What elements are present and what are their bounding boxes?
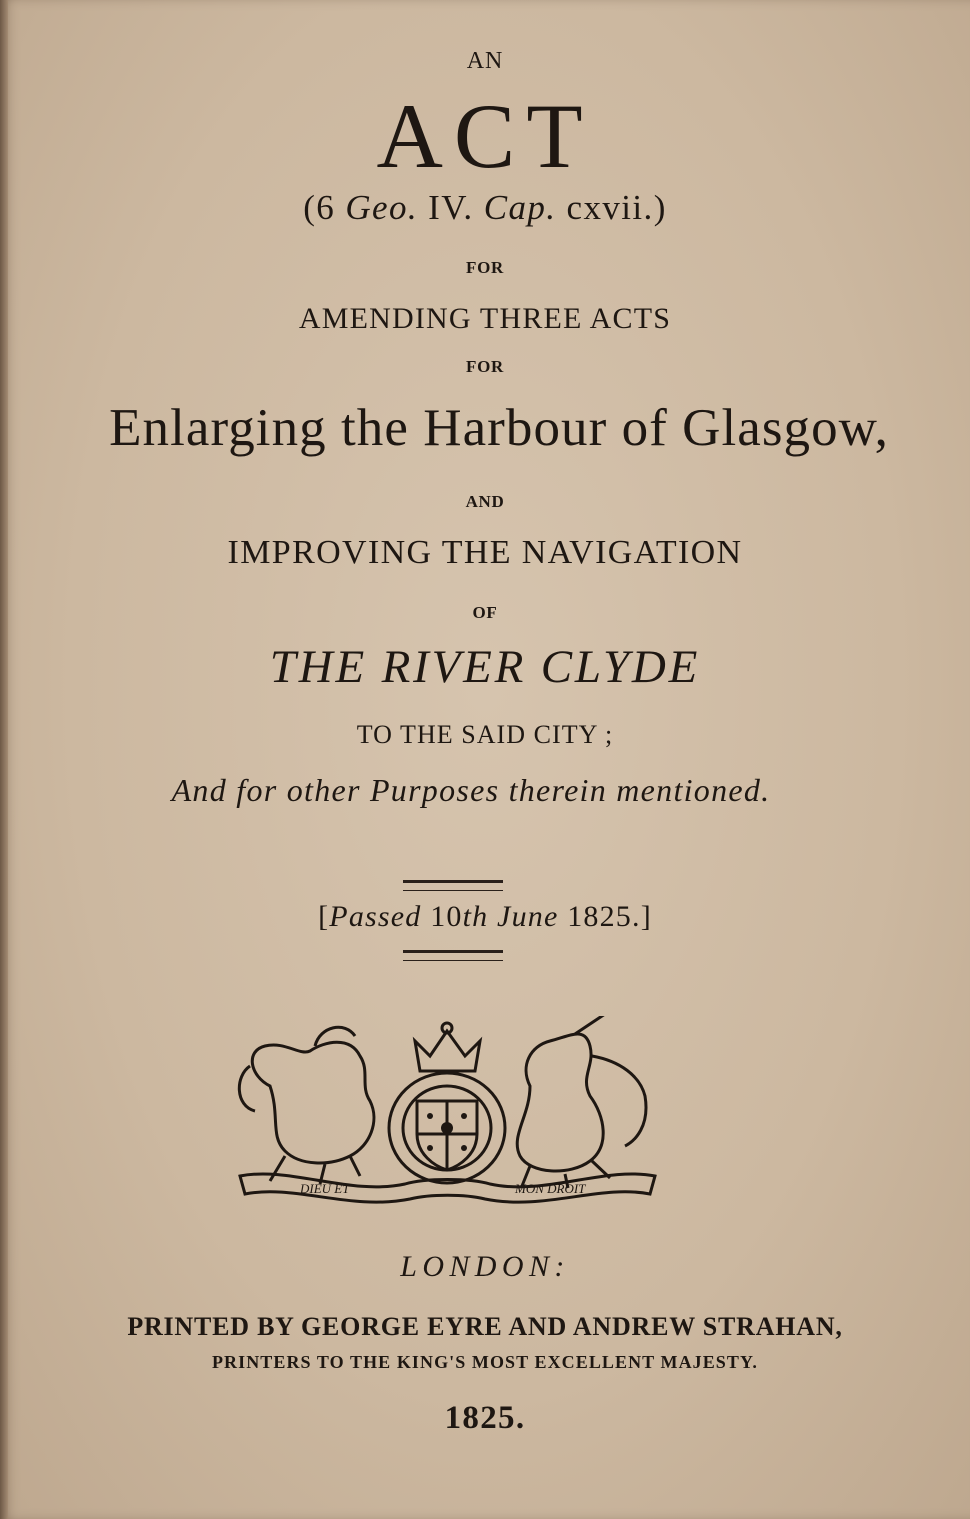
word-of: OF	[472, 603, 498, 622]
other-purposes-line: And for other Purposes therein mentioned.	[171, 772, 771, 808]
to-city-line: TO THE SAID CITY ;	[356, 720, 614, 749]
motto-right: MON DROIT	[515, 1181, 586, 1196]
word-act: ACT	[376, 85, 594, 187]
passed-word: Passed	[329, 900, 422, 933]
motto-left: DIEU ET	[300, 1181, 350, 1196]
amending-line: AMENDING THREE ACTS	[298, 302, 672, 335]
word-and: AND	[465, 492, 505, 511]
citation-chapter: cxvii.)	[556, 188, 667, 227]
imprint-place: LONDON:	[400, 1250, 570, 1283]
word-for-2: FOR	[466, 357, 504, 376]
bottom-double-rule	[403, 950, 503, 961]
citation-cap: Cap.	[483, 188, 557, 227]
top-double-rule	[403, 880, 503, 891]
passed-open: [	[318, 900, 330, 933]
enlarging-line: Enlarging the Harbour of Glasgow,	[109, 399, 889, 457]
imprint-year: 1825.	[444, 1400, 526, 1436]
passed-year: 1825.]	[558, 900, 652, 933]
citation	[0, 188, 970, 228]
citation-geo: Geo.	[345, 188, 419, 227]
imprint-printers: PRINTED BY GEORGE EYRE AND ANDREW STRAHAN,	[127, 1312, 843, 1341]
passed-th: th	[462, 900, 489, 933]
citation-reign: IV.	[418, 188, 484, 227]
passed-line	[0, 900, 970, 934]
river-clyde-line: THE RIVER CLYDE	[269, 641, 701, 693]
imprint-printers-to: PRINTERS TO THE KING'S MOST EXCELLENT MAJESTY.	[211, 1352, 758, 1372]
word-for-1: FOR	[466, 258, 504, 277]
passed-month: June	[488, 900, 559, 933]
passed-day: 10	[421, 900, 463, 933]
citation-open: (6	[303, 188, 346, 227]
royal-coat-of-arms-icon	[230, 1016, 665, 1206]
word-an: AN	[466, 48, 504, 74]
improving-line: IMPROVING THE NAVIGATION	[227, 534, 743, 571]
